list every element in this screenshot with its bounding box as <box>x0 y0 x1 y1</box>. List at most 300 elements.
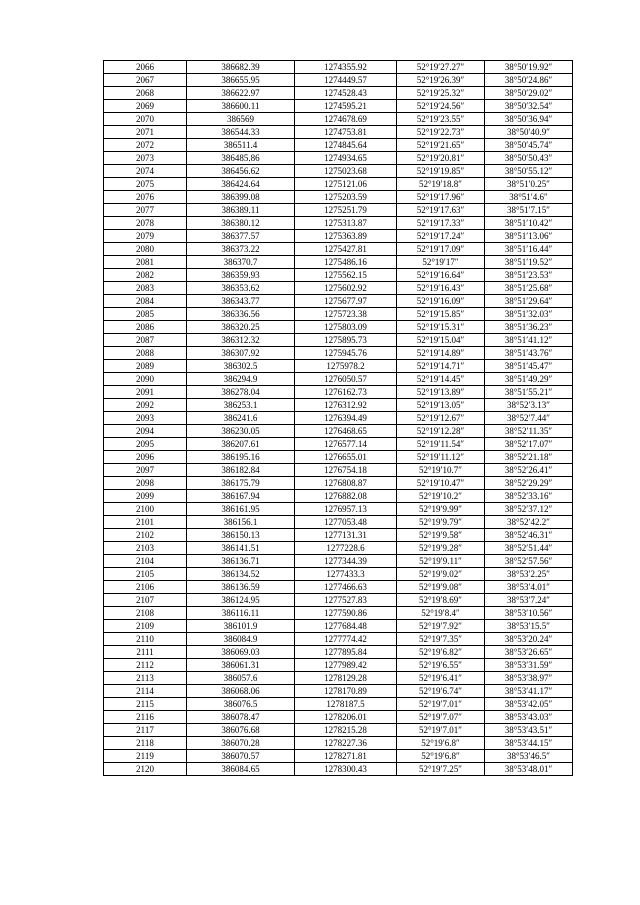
table-row <box>104 412 573 425</box>
x-coordinate-cell: 386320.25 <box>187 321 295 334</box>
table-row <box>104 230 573 243</box>
x-coordinate-cell: 386076.5 <box>187 698 295 711</box>
longitude-cell: 38°51′13.06″ <box>485 230 573 243</box>
longitude-cell: 38°53′20.24″ <box>485 633 573 646</box>
point-number-cell: 2095 <box>104 438 187 451</box>
x-coordinate-cell: 386456.62 <box>187 165 295 178</box>
table-row <box>104 529 573 542</box>
table-row <box>104 438 573 451</box>
y-coordinate-cell: 1278300.43 <box>295 763 397 776</box>
y-coordinate-cell: 1278129.28 <box>295 672 397 685</box>
table-row <box>104 464 573 477</box>
x-coordinate-cell: 386336.56 <box>187 308 295 321</box>
y-coordinate-cell: 1276312.92 <box>295 399 397 412</box>
y-coordinate-cell: 1274845.64 <box>295 139 397 152</box>
longitude-cell: 38°51′7.15″ <box>485 204 573 217</box>
x-coordinate-cell: 386084.65 <box>187 763 295 776</box>
latitude-cell: 52°19′7.01″ <box>397 698 485 711</box>
latitude-cell: 52°19′21.65″ <box>397 139 485 152</box>
x-coordinate-cell: 386175.79 <box>187 477 295 490</box>
x-coordinate-cell: 386600.11 <box>187 100 295 113</box>
x-coordinate-cell: 386057.6 <box>187 672 295 685</box>
y-coordinate-cell: 1276050.57 <box>295 373 397 386</box>
longitude-cell: 38°53′10.56″ <box>485 607 573 620</box>
table-row <box>104 152 573 165</box>
table-row <box>104 256 573 269</box>
latitude-cell: 52°19′17.24″ <box>397 230 485 243</box>
table-row <box>104 737 573 750</box>
point-number-cell: 2086 <box>104 321 187 334</box>
point-number-cell: 2083 <box>104 282 187 295</box>
point-number-cell: 2120 <box>104 763 187 776</box>
longitude-cell: 38°51′32.03″ <box>485 308 573 321</box>
point-number-cell: 2090 <box>104 373 187 386</box>
y-coordinate-cell: 1276882.08 <box>295 490 397 503</box>
table-row <box>104 139 573 152</box>
longitude-cell: 38°53′48.01″ <box>485 763 573 776</box>
x-coordinate-cell: 386353.62 <box>187 282 295 295</box>
longitude-cell: 38°52′21.18″ <box>485 451 573 464</box>
x-coordinate-cell: 386312.32 <box>187 334 295 347</box>
point-number-cell: 2067 <box>104 74 187 87</box>
longitude-cell: 38°51′45.47″ <box>485 360 573 373</box>
point-number-cell: 2108 <box>104 607 187 620</box>
x-coordinate-cell: 386377.57 <box>187 230 295 243</box>
y-coordinate-cell: 1275723.38 <box>295 308 397 321</box>
longitude-cell: 38°53′2.25″ <box>485 568 573 581</box>
table-row <box>104 87 573 100</box>
point-number-cell: 2092 <box>104 399 187 412</box>
latitude-cell: 52°19′17.63″ <box>397 204 485 217</box>
latitude-cell: 52°19′17.33″ <box>397 217 485 230</box>
table-row <box>104 399 573 412</box>
point-number-cell: 2085 <box>104 308 187 321</box>
point-number-cell: 2070 <box>104 113 187 126</box>
y-coordinate-cell: 1275803.09 <box>295 321 397 334</box>
point-number-cell: 2091 <box>104 386 187 399</box>
y-coordinate-cell: 1275978.2 <box>295 360 397 373</box>
x-coordinate-cell: 386084.9 <box>187 633 295 646</box>
latitude-cell: 52°19′9.11″ <box>397 555 485 568</box>
latitude-cell: 52°19′16.64″ <box>397 269 485 282</box>
longitude-cell: 38°51′10.42″ <box>485 217 573 230</box>
table-row <box>104 74 573 87</box>
point-number-cell: 2093 <box>104 412 187 425</box>
longitude-cell: 38°53′41.17″ <box>485 685 573 698</box>
point-number-cell: 2113 <box>104 672 187 685</box>
table-row <box>104 373 573 386</box>
latitude-cell: 52°19′6.8″ <box>397 750 485 763</box>
table-row <box>104 360 573 373</box>
longitude-cell: 38°53′46.5″ <box>485 750 573 763</box>
table-row <box>104 685 573 698</box>
longitude-cell: 38°52′42.2″ <box>485 516 573 529</box>
y-coordinate-cell: 1278170.89 <box>295 685 397 698</box>
x-coordinate-cell: 386373.22 <box>187 243 295 256</box>
x-coordinate-cell: 386150.13 <box>187 529 295 542</box>
point-number-cell: 2068 <box>104 87 187 100</box>
point-number-cell: 2118 <box>104 737 187 750</box>
x-coordinate-cell: 386359.93 <box>187 269 295 282</box>
x-coordinate-cell: 386485.86 <box>187 152 295 165</box>
y-coordinate-cell: 1275313.87 <box>295 217 397 230</box>
x-coordinate-cell: 386195.16 <box>187 451 295 464</box>
x-coordinate-cell: 386061.31 <box>187 659 295 672</box>
x-coordinate-cell: 386569 <box>187 113 295 126</box>
latitude-cell: 52°19′20.81″ <box>397 152 485 165</box>
y-coordinate-cell: 1278187.5 <box>295 698 397 711</box>
y-coordinate-cell: 1275602.92 <box>295 282 397 295</box>
latitude-cell: 52°19′14.45″ <box>397 373 485 386</box>
table-row <box>104 490 573 503</box>
longitude-cell: 38°50′36.94″ <box>485 113 573 126</box>
point-number-cell: 2075 <box>104 178 187 191</box>
table-row <box>104 620 573 633</box>
latitude-cell: 52°19′6.55″ <box>397 659 485 672</box>
latitude-cell: 52°19′7.01″ <box>397 724 485 737</box>
latitude-cell: 52°19′10.7″ <box>397 464 485 477</box>
latitude-cell: 52°19′27.27″ <box>397 61 485 74</box>
longitude-cell: 38°53′38.97″ <box>485 672 573 685</box>
table-row <box>104 646 573 659</box>
y-coordinate-cell: 1274753.81 <box>295 126 397 139</box>
y-coordinate-cell: 1275895.73 <box>295 334 397 347</box>
point-number-cell: 2094 <box>104 425 187 438</box>
point-number-cell: 2103 <box>104 542 187 555</box>
point-number-cell: 2073 <box>104 152 187 165</box>
latitude-cell: 52°19′11.54″ <box>397 438 485 451</box>
table-row <box>104 334 573 347</box>
x-coordinate-cell: 386124.95 <box>187 594 295 607</box>
table-row <box>104 61 573 74</box>
latitude-cell: 52°19′15.31″ <box>397 321 485 334</box>
table-row <box>104 698 573 711</box>
table-row <box>104 503 573 516</box>
longitude-cell: 38°50′29.02″ <box>485 87 573 100</box>
table-row <box>104 243 573 256</box>
longitude-cell: 38°51′16.44″ <box>485 243 573 256</box>
x-coordinate-cell: 386389.11 <box>187 204 295 217</box>
y-coordinate-cell: 1275486.16 <box>295 256 397 269</box>
longitude-cell: 38°53′15.5″ <box>485 620 573 633</box>
x-coordinate-cell: 386070.57 <box>187 750 295 763</box>
x-coordinate-cell: 386399.08 <box>187 191 295 204</box>
table-row <box>104 724 573 737</box>
point-number-cell: 2098 <box>104 477 187 490</box>
point-number-cell: 2115 <box>104 698 187 711</box>
longitude-cell: 38°52′46.31″ <box>485 529 573 542</box>
y-coordinate-cell: 1274355.92 <box>295 61 397 74</box>
y-coordinate-cell: 1276162.73 <box>295 386 397 399</box>
y-coordinate-cell: 1274595.21 <box>295 100 397 113</box>
longitude-cell: 38°51′4.6″ <box>485 191 573 204</box>
latitude-cell: 52°19′10.47″ <box>397 477 485 490</box>
latitude-cell: 52°19′26.39″ <box>397 74 485 87</box>
longitude-cell: 38°52′29.29″ <box>485 477 573 490</box>
point-number-cell: 2081 <box>104 256 187 269</box>
longitude-cell: 38°52′37.12″ <box>485 503 573 516</box>
latitude-cell: 52°19′9.99″ <box>397 503 485 516</box>
latitude-cell: 52°19′14.71″ <box>397 360 485 373</box>
x-coordinate-cell: 386134.52 <box>187 568 295 581</box>
x-coordinate-cell: 386278.04 <box>187 386 295 399</box>
latitude-cell: 52°19′25.32″ <box>397 87 485 100</box>
x-coordinate-cell: 386182.84 <box>187 464 295 477</box>
longitude-cell: 38°51′23.53″ <box>485 269 573 282</box>
longitude-cell: 38°53′44.15″ <box>485 737 573 750</box>
y-coordinate-cell: 1275363.89 <box>295 230 397 243</box>
latitude-cell: 52°19′8.4″ <box>397 607 485 620</box>
table-row <box>104 295 573 308</box>
latitude-cell: 52°19′7.92″ <box>397 620 485 633</box>
table-row <box>104 386 573 399</box>
x-coordinate-cell: 386167.94 <box>187 490 295 503</box>
longitude-cell: 38°51′19.52″ <box>485 256 573 269</box>
y-coordinate-cell: 1277774.42 <box>295 633 397 646</box>
latitude-cell: 52°19′9.28″ <box>397 542 485 555</box>
latitude-cell: 52°19′6.8″ <box>397 737 485 750</box>
table-row <box>104 555 573 568</box>
x-coordinate-cell: 386511.4 <box>187 139 295 152</box>
point-number-cell: 2066 <box>104 61 187 74</box>
y-coordinate-cell: 1278271.81 <box>295 750 397 763</box>
y-coordinate-cell: 1277131.31 <box>295 529 397 542</box>
point-number-cell: 2088 <box>104 347 187 360</box>
longitude-cell: 38°51′36.23″ <box>485 321 573 334</box>
x-coordinate-cell: 386161.95 <box>187 503 295 516</box>
point-number-cell: 2112 <box>104 659 187 672</box>
x-coordinate-cell: 386116.11 <box>187 607 295 620</box>
point-number-cell: 2096 <box>104 451 187 464</box>
longitude-cell: 38°53′26.65″ <box>485 646 573 659</box>
point-number-cell: 2077 <box>104 204 187 217</box>
latitude-cell: 52°19′13.05″ <box>397 399 485 412</box>
longitude-cell: 38°52′33.16″ <box>485 490 573 503</box>
latitude-cell: 52°19′9.58″ <box>397 529 485 542</box>
longitude-cell: 38°51′41.12″ <box>485 334 573 347</box>
longitude-cell: 38°53′4.01″ <box>485 581 573 594</box>
longitude-cell: 38°52′51.44″ <box>485 542 573 555</box>
table-row <box>104 711 573 724</box>
point-number-cell: 2076 <box>104 191 187 204</box>
table-row <box>104 100 573 113</box>
y-coordinate-cell: 1275023.68 <box>295 165 397 178</box>
point-number-cell: 2084 <box>104 295 187 308</box>
x-coordinate-cell: 386241.6 <box>187 412 295 425</box>
latitude-cell: 52°19′9.02″ <box>397 568 485 581</box>
y-coordinate-cell: 1278227.36 <box>295 737 397 750</box>
point-number-cell: 2117 <box>104 724 187 737</box>
x-coordinate-cell: 386207.61 <box>187 438 295 451</box>
point-number-cell: 2104 <box>104 555 187 568</box>
table-row <box>104 165 573 178</box>
longitude-cell: 38°50′45.74″ <box>485 139 573 152</box>
y-coordinate-cell: 1276754.18 <box>295 464 397 477</box>
y-coordinate-cell: 1277433.3 <box>295 568 397 581</box>
point-number-cell: 2080 <box>104 243 187 256</box>
table-row <box>104 763 573 776</box>
x-coordinate-cell: 386424.64 <box>187 178 295 191</box>
latitude-cell: 52°19′10.2″ <box>397 490 485 503</box>
table-row <box>104 425 573 438</box>
table-row <box>104 672 573 685</box>
longitude-cell: 38°53′31.59″ <box>485 659 573 672</box>
latitude-cell: 52°19′23.55″ <box>397 113 485 126</box>
table-row <box>104 542 573 555</box>
x-coordinate-cell: 386156.1 <box>187 516 295 529</box>
table-row <box>104 633 573 646</box>
x-coordinate-cell: 386069.03 <box>187 646 295 659</box>
longitude-cell: 38°52′26.41″ <box>485 464 573 477</box>
y-coordinate-cell: 1275945.76 <box>295 347 397 360</box>
latitude-cell: 52°19′17″ <box>397 256 485 269</box>
y-coordinate-cell: 1278215.28 <box>295 724 397 737</box>
x-coordinate-cell: 386101.9 <box>187 620 295 633</box>
table-row <box>104 451 573 464</box>
point-number-cell: 2105 <box>104 568 187 581</box>
y-coordinate-cell: 1277684.48 <box>295 620 397 633</box>
point-number-cell: 2116 <box>104 711 187 724</box>
y-coordinate-cell: 1275427.81 <box>295 243 397 256</box>
y-coordinate-cell: 1277590.86 <box>295 607 397 620</box>
table-row <box>104 282 573 295</box>
longitude-cell: 38°52′17.07″ <box>485 438 573 451</box>
longitude-cell: 38°52′57.56″ <box>485 555 573 568</box>
table-row <box>104 750 573 763</box>
x-coordinate-cell: 386307.92 <box>187 347 295 360</box>
x-coordinate-cell: 386380.12 <box>187 217 295 230</box>
latitude-cell: 52°19′8.69″ <box>397 594 485 607</box>
point-number-cell: 2099 <box>104 490 187 503</box>
y-coordinate-cell: 1275203.59 <box>295 191 397 204</box>
x-coordinate-cell: 386076.68 <box>187 724 295 737</box>
x-coordinate-cell: 386302.5 <box>187 360 295 373</box>
point-number-cell: 2072 <box>104 139 187 152</box>
longitude-cell: 38°50′32.54″ <box>485 100 573 113</box>
latitude-cell: 52°19′12.28″ <box>397 425 485 438</box>
x-coordinate-cell: 386136.71 <box>187 555 295 568</box>
latitude-cell: 52°19′12.67″ <box>397 412 485 425</box>
table-row <box>104 347 573 360</box>
x-coordinate-cell: 386136.59 <box>187 581 295 594</box>
latitude-cell: 52°19′7.35″ <box>397 633 485 646</box>
latitude-cell: 52°19′15.85″ <box>397 308 485 321</box>
y-coordinate-cell: 1277989.42 <box>295 659 397 672</box>
longitude-cell: 38°51′55.21″ <box>485 386 573 399</box>
y-coordinate-cell: 1275562.15 <box>295 269 397 282</box>
longitude-cell: 38°52′3.13″ <box>485 399 573 412</box>
y-coordinate-cell: 1277344.39 <box>295 555 397 568</box>
point-number-cell: 2071 <box>104 126 187 139</box>
table-row <box>104 516 573 529</box>
y-coordinate-cell: 1274678.69 <box>295 113 397 126</box>
longitude-cell: 38°51′49.29″ <box>485 373 573 386</box>
table-row <box>104 581 573 594</box>
latitude-cell: 52°19′13.89″ <box>397 386 485 399</box>
table-row <box>104 594 573 607</box>
y-coordinate-cell: 1278206.01 <box>295 711 397 724</box>
y-coordinate-cell: 1276577.14 <box>295 438 397 451</box>
x-coordinate-cell: 386682.39 <box>187 61 295 74</box>
latitude-cell: 52°19′16.09″ <box>397 295 485 308</box>
table-row <box>104 568 573 581</box>
coordinates-table <box>103 60 573 776</box>
longitude-cell: 38°50′50.43″ <box>485 152 573 165</box>
y-coordinate-cell: 1277466.63 <box>295 581 397 594</box>
latitude-cell: 52°19′7.25″ <box>397 763 485 776</box>
latitude-cell: 52°19′17.09″ <box>397 243 485 256</box>
latitude-cell: 52°19′15.04″ <box>397 334 485 347</box>
longitude-cell: 38°50′40.9″ <box>485 126 573 139</box>
point-number-cell: 2097 <box>104 464 187 477</box>
x-coordinate-cell: 386068.06 <box>187 685 295 698</box>
latitude-cell: 52°19′22.73″ <box>397 126 485 139</box>
longitude-cell: 38°53′43.03″ <box>485 711 573 724</box>
latitude-cell: 52°19′6.74″ <box>397 685 485 698</box>
point-number-cell: 2089 <box>104 360 187 373</box>
x-coordinate-cell: 386343.77 <box>187 295 295 308</box>
point-number-cell: 2102 <box>104 529 187 542</box>
longitude-cell: 38°51′25.68″ <box>485 282 573 295</box>
table-row <box>104 269 573 282</box>
latitude-cell: 52°19′7.07″ <box>397 711 485 724</box>
longitude-cell: 38°53′43.51″ <box>485 724 573 737</box>
table-row <box>104 113 573 126</box>
latitude-cell: 52°19′11.12″ <box>397 451 485 464</box>
table-row <box>104 178 573 191</box>
longitude-cell: 38°53′42.05″ <box>485 698 573 711</box>
point-number-cell: 2114 <box>104 685 187 698</box>
x-coordinate-cell: 386253.1 <box>187 399 295 412</box>
x-coordinate-cell: 386370.7 <box>187 256 295 269</box>
longitude-cell: 38°51′29.64″ <box>485 295 573 308</box>
table-row <box>104 477 573 490</box>
x-coordinate-cell: 386070.28 <box>187 737 295 750</box>
y-coordinate-cell: 1275251.79 <box>295 204 397 217</box>
latitude-cell: 52°19′19.85″ <box>397 165 485 178</box>
y-coordinate-cell: 1274934.65 <box>295 152 397 165</box>
longitude-cell: 38°51′0.25″ <box>485 178 573 191</box>
y-coordinate-cell: 1277053.48 <box>295 516 397 529</box>
x-coordinate-cell: 386294.9 <box>187 373 295 386</box>
point-number-cell: 2069 <box>104 100 187 113</box>
x-coordinate-cell: 386141.51 <box>187 542 295 555</box>
longitude-cell: 38°51′43.76″ <box>485 347 573 360</box>
point-number-cell: 2107 <box>104 594 187 607</box>
x-coordinate-cell: 386622.97 <box>187 87 295 100</box>
longitude-cell: 38°50′24.86″ <box>485 74 573 87</box>
table-row <box>104 308 573 321</box>
coordinates-table-body <box>104 61 573 776</box>
table-row <box>104 204 573 217</box>
y-coordinate-cell: 1275677.97 <box>295 295 397 308</box>
x-coordinate-cell: 386655.95 <box>187 74 295 87</box>
point-number-cell: 2079 <box>104 230 187 243</box>
table-row <box>104 126 573 139</box>
latitude-cell: 52°19′24.56″ <box>397 100 485 113</box>
y-coordinate-cell: 1276655.01 <box>295 451 397 464</box>
longitude-cell: 38°52′7.44″ <box>485 412 573 425</box>
latitude-cell: 52°19′6.82″ <box>397 646 485 659</box>
point-number-cell: 2078 <box>104 217 187 230</box>
y-coordinate-cell: 1276394.49 <box>295 412 397 425</box>
point-number-cell: 2100 <box>104 503 187 516</box>
y-coordinate-cell: 1274449.57 <box>295 74 397 87</box>
table-row <box>104 191 573 204</box>
table-row <box>104 321 573 334</box>
longitude-cell: 38°52′11.35″ <box>485 425 573 438</box>
point-number-cell: 2111 <box>104 646 187 659</box>
